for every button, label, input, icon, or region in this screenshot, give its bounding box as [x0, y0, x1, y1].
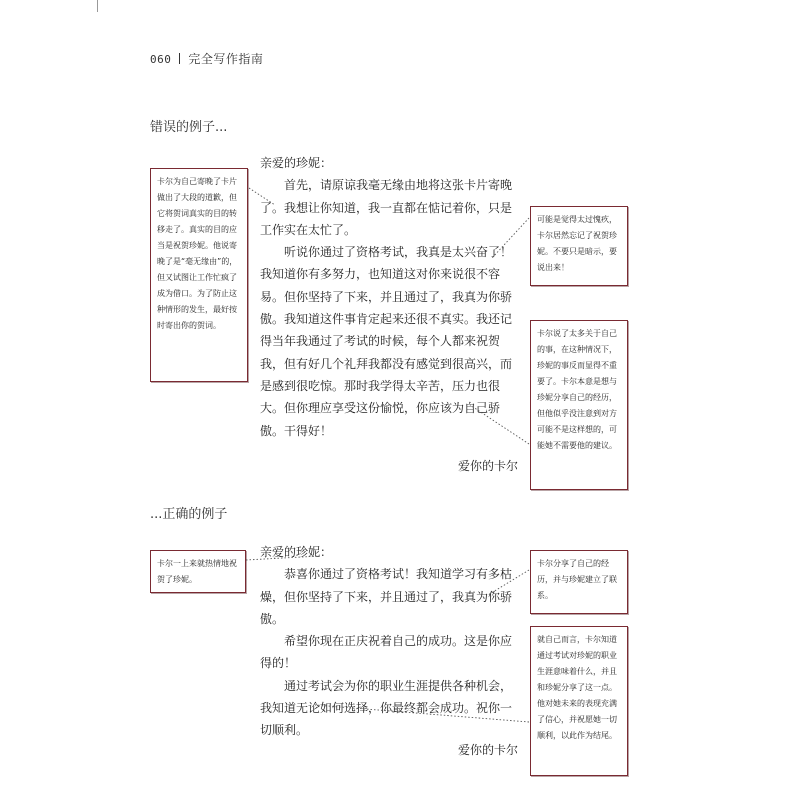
book-title: 完全写作指南 [188, 52, 264, 66]
wrong-letter-signature: 爱你的卡尔 [458, 459, 519, 473]
right-example-heading: ...正确的例子 [150, 507, 228, 522]
right-note-right-bottom [530, 626, 628, 776]
wrong-note-left [150, 168, 248, 382]
right-note-left [150, 550, 246, 593]
right-letter-signature: 爱你的卡尔 [458, 743, 519, 757]
top-rule [97, 0, 98, 12]
right-letter-paragraph: 通过考试会为你的职业生涯提供各种机会，我知道无论如何选择，你最终都会成功。祝你一切顺利。 [260, 678, 513, 738]
page-number: 060 [150, 53, 172, 66]
right-note-right-top [530, 550, 628, 614]
wrong-letter-paragraph: 听说你通过了资格考试，我真是太兴奋了！我知道你有多努力，也知道这对你来说很不容易。但你坚持了下来，并且通过了，我真为你骄傲。我知道这件事肯定起来还很不真实。我还记得当年我通过了考试的时候，每个人都来祝贺我，但有好几个礼拜我都没有感觉到很高兴，而是感到很吃惊。那时我学得太辛苦，压力也很大。但你理应享受这份愉悦，你应该为自己骄傲。干得好！ [260, 245, 513, 438]
wrong-letter [260, 152, 522, 442]
page-header [150, 50, 263, 67]
right-letter-greeting: 亲爱的珍妮： [260, 545, 333, 559]
wrong-letter-paragraph: 首先，请原谅我毫无缘由地将这张卡片寄晚了。我想让你知道，我一直都在惦记着你，只是工作实在太忙了。 [260, 178, 513, 237]
right-letter-paragraph: 恭喜你通过了资格考试！我知道学习有多枯燥，但你坚持了下来，并且通过了，我真为你骄傲。 [260, 567, 513, 626]
wrong-letter-greeting: 亲爱的珍妮： [260, 156, 333, 170]
wrong-note-right-top [530, 206, 628, 286]
note-text: 卡尔分享了自己的经历，并与珍妮建立了联系。 [537, 559, 617, 600]
note-text: 可能是觉得太过愧疚，卡尔居然忘记了祝贺珍妮。不要只是暗示，要说出来！ [537, 215, 617, 272]
note-text: 卡尔一上来就热情地祝贺了珍妮。 [157, 559, 237, 584]
note-text: 卡尔为自己寄晚了卡片做出了大段的道歉，但它将贺词真实的目的转移走了。真实的目的应当是祝贺珍妮。他说寄晚了是“毫无缘由”的，但又试图让工作忙疯了成为借口。为了防止这种情形的发生，最好按时寄出你的贺词。 [157, 177, 238, 330]
wrong-note-right-bottom [530, 320, 628, 490]
right-letter [260, 541, 522, 742]
right-letter-paragraph: 希望你现在正庆祝着自己的成功。这是你应得的！ [260, 634, 513, 671]
header-separator [179, 53, 180, 64]
note-text: 就自己而言，卡尔知道通过考试对珍妮的职业生涯意味着什么，并且和珍妮分享了这一点。他对她未来的表现充满了信心，并祝愿她一切顺利，以此作为结尾。 [537, 635, 617, 740]
note-text: 卡尔说了太多关于自己的事，在这种情况下，珍妮的事反而显得不重要了。卡尔本意是想与珍妮分享自己的经历，但他似乎没注意到对方可能不是这样想的，可能她不需要他的建议。 [537, 329, 617, 450]
wrong-example-heading: 错误的例子... [150, 120, 228, 135]
